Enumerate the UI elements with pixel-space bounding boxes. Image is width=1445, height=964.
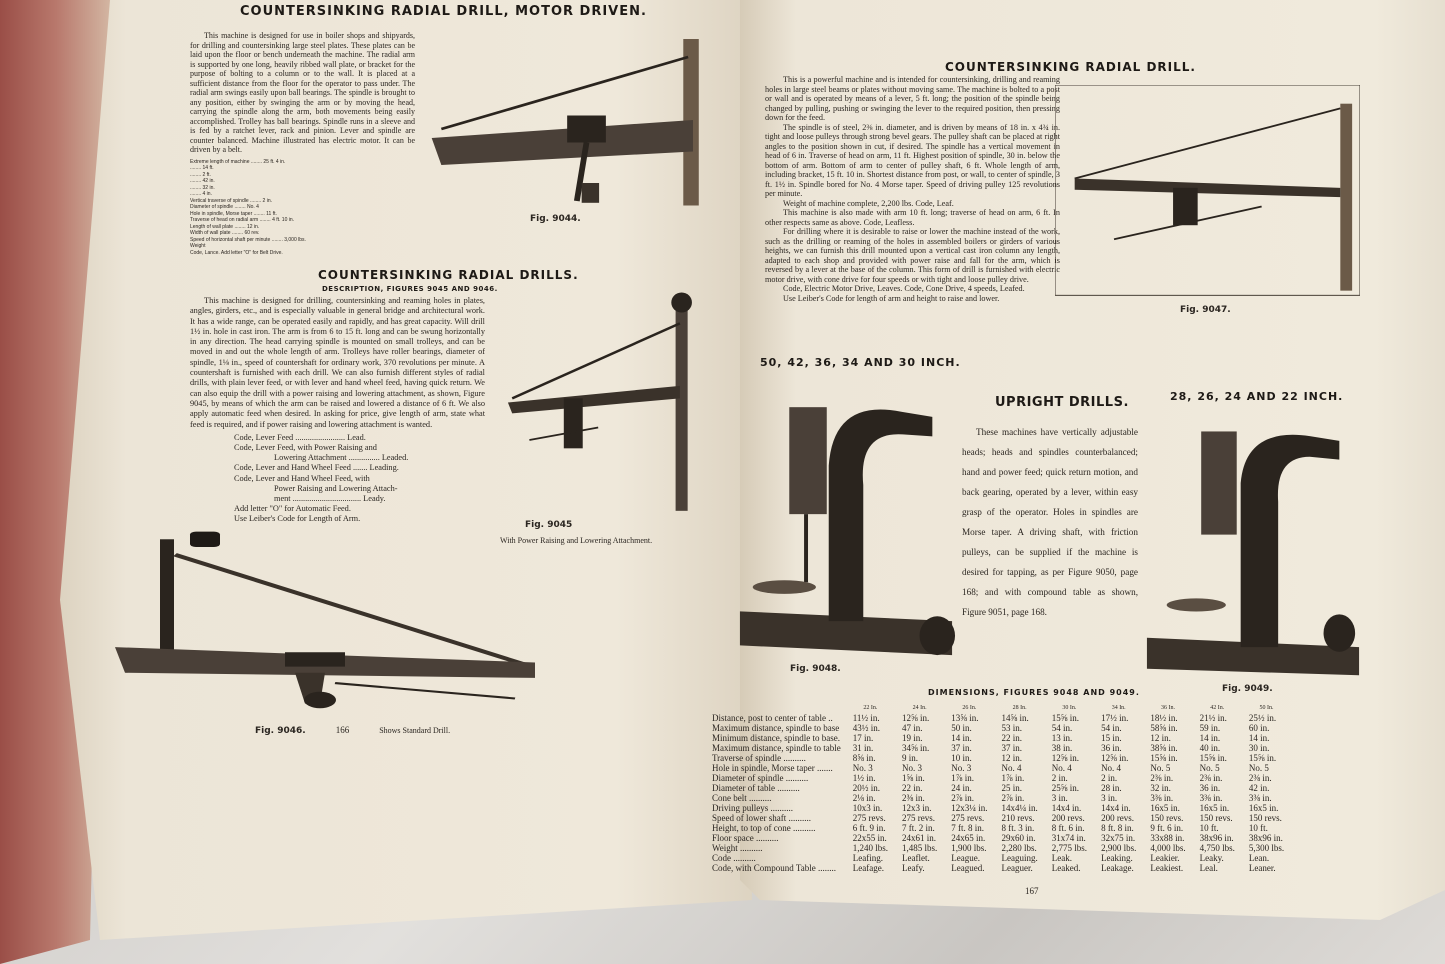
table-cell: 1⅝ in. <box>902 773 925 783</box>
table-cell: 6 ft. 9 in. <box>852 823 886 833</box>
row-label: Diameter of table .......... <box>712 783 800 793</box>
table-cell: 60 in. <box>1248 723 1270 733</box>
table-cell: 15⅝ in. <box>1150 753 1178 763</box>
table-cell: 14 in. <box>951 733 972 743</box>
table-row <box>712 823 1298 833</box>
table-cell: No. 4 <box>1001 763 1022 773</box>
column-header: 26 In. <box>962 705 977 711</box>
table-cell: 32x75 in. <box>1101 833 1136 843</box>
paragraph-3: Weight of machine complete, 2,200 lbs. Code, Leaf. <box>783 198 954 208</box>
spec-line: ........ 32 in. <box>190 184 215 191</box>
code-line: Code, Lever and Hand Wheel Feed, with <box>234 473 370 483</box>
column-header: 34 In. <box>1111 705 1126 711</box>
page-number-167: 167 <box>1025 886 1039 896</box>
table-cell: 14 in. <box>1199 733 1221 743</box>
table-cell: 12⅝ in. <box>1051 753 1080 763</box>
column-header: 42 In. <box>1210 705 1225 711</box>
row-label: Weight .......... <box>712 843 763 853</box>
table-row <box>712 783 1298 793</box>
row-label: Maximum distance, spindle to base <box>712 723 840 733</box>
table-cell: Leaner. <box>1248 863 1276 873</box>
table-cell: 21½ in. <box>1199 713 1227 723</box>
code-line: Code, Lever Feed, with Power Raising and <box>234 443 377 453</box>
table-cell: 3 in. <box>1101 793 1118 803</box>
table-cell: 25 in. <box>1001 783 1023 793</box>
table-cell: 12⅝ in. <box>902 713 930 723</box>
upright-description: These machines have vertically adjustable heads; heads and spindles counterbalanced; hand and power feed; quick return motion, and back gearing, operated by a lever, within easy grasp of the operator. Holes in spindles are Morse taper. A driving shaft, with friction pulleys, can be supplied if the machine is desired for tapping, as per Figure 9050, page 168; and with compound table as shown, Figure 9051, page 168. <box>962 427 1138 617</box>
header-spacer <box>712 703 853 713</box>
title-motor-driven: COUNTERSINKING RADIAL DRILL, MOTOR DRIVEN. <box>240 4 647 19</box>
spec-line: ........ 4 in. <box>190 191 212 197</box>
table-cell: 22 in. <box>1001 733 1023 743</box>
code-line: Add letter "O" for Automatic Feed. <box>234 504 351 514</box>
row-label: Cone belt .......... <box>712 793 772 803</box>
table-cell: 30 in. <box>1248 743 1270 753</box>
table-cell: 4,000 lbs. <box>1150 843 1186 853</box>
paragraph-4: This machine is also made with arm 10 ft. long; traverse of head on arm, 6 ft. In other respects same as above. Code, Leafless. <box>765 208 1060 227</box>
table-cell: 7 ft. 8 in. <box>951 823 985 833</box>
table-row <box>712 793 1298 803</box>
table-cell: 150 revs. <box>1150 813 1184 823</box>
table-cell: Leak. <box>1051 853 1073 863</box>
table-cell: 36 in. <box>1199 783 1221 793</box>
code-line: Code, Lever Feed ........................ Lead. <box>234 432 366 442</box>
table-cell: No. 4 <box>1051 763 1072 773</box>
table-cell: 2 in. <box>1051 773 1068 783</box>
table-row <box>712 733 1298 743</box>
table-cell: 200 revs. <box>1101 813 1135 823</box>
spec-line: Extreme length of machine ........ 25 ft. 4 in. <box>190 158 286 165</box>
table-cell: 3⅜ in. <box>1248 793 1272 803</box>
fig-9048-label: Fig. 9048. <box>790 664 841 674</box>
table-row <box>712 743 1298 753</box>
table-cell: 17 in. <box>852 733 874 743</box>
table-cell: 5,300 lbs. <box>1248 843 1285 853</box>
table-cell: 24 in. <box>951 783 972 793</box>
row-label: Maximum distance, spindle to table <box>712 743 841 753</box>
spec-line: Traverse of head on radial arm ........ 4 ft. 10 in. <box>190 217 295 223</box>
table-cell: 24x65 in. <box>951 833 986 843</box>
table-cell: 38x96 in. <box>1199 833 1234 843</box>
table-cell: 33x88 in. <box>1150 833 1185 843</box>
table-cell: 28 in. <box>1101 783 1122 793</box>
spec-line: Code, Lance. Add letter "O" for Belt Drive. <box>190 249 283 256</box>
order-codes <box>234 433 490 525</box>
table-cell: Leagued. <box>951 863 985 873</box>
table-cell: 14 in. <box>1248 733 1270 743</box>
fig-9045-caption: With Power Raising and Lowering Attachment. <box>500 536 653 545</box>
spec-line: Vertical traverse of spindle ........ 2 in. <box>190 197 272 204</box>
table-cell: Leafy. <box>902 863 925 873</box>
table-cell: Leakage. <box>1101 863 1134 873</box>
table-cell: 2⅞ in. <box>951 793 975 803</box>
table-cell: 40 in. <box>1199 743 1221 753</box>
table-cell: 1,485 lbs. <box>902 843 938 853</box>
fig-9049-illustration <box>1142 408 1364 680</box>
table-row <box>712 713 1298 723</box>
table-cell: 3 in. <box>1051 793 1068 803</box>
spec-line: Speed of horizontal shaft per minute ........ 3,000 lbs. <box>190 236 306 243</box>
table-cell: 15⅝ in. <box>1199 753 1227 763</box>
fig-9048-illustration <box>735 378 957 660</box>
fig-9045-illustration <box>495 290 710 515</box>
code-line: Use Leiber's Code for Length of Arm. <box>234 514 361 524</box>
table-row <box>712 833 1298 843</box>
table-cell: 14x4¼ in. <box>1001 803 1038 813</box>
column-header: 50 In. <box>1259 705 1274 711</box>
table-cell: 37 in. <box>1001 743 1023 753</box>
table-cell: 32 in. <box>1150 783 1171 793</box>
table-cell: 13 in. <box>1051 733 1073 743</box>
code-line: ment ................................. Leady. <box>274 494 386 504</box>
spec-line: Weight <box>190 243 206 249</box>
row-label: Hole in spindle, Morse taper ....... <box>712 763 833 773</box>
sizes-right-heading: 28, 26, 24 AND 22 INCH. <box>1170 390 1344 403</box>
table-cell: No. 3 <box>852 763 873 773</box>
table-cell: Leakier. <box>1150 853 1180 863</box>
row-label: Distance, post to center of table .. <box>712 713 833 723</box>
table-cell: 16x5 in. <box>1150 803 1180 813</box>
table-row <box>712 753 1298 763</box>
column-header: 30 In. <box>1062 705 1077 711</box>
table-cell: 25½ in. <box>1248 713 1277 723</box>
table-cell: No. 3 <box>902 763 922 773</box>
table-cell: No. 5 <box>1150 763 1171 773</box>
table-cell: 2,280 lbs. <box>1001 843 1037 853</box>
table-cell: 10x3 in. <box>852 803 883 813</box>
table-cell: 36 in. <box>1101 743 1122 753</box>
table-cell: 13⅝ in. <box>951 713 979 723</box>
table-cell: 1½ in. <box>852 773 876 783</box>
table-cell: 15⅝ in. <box>1248 753 1277 763</box>
table-cell: 11½ in. <box>852 713 880 723</box>
table-cell: 8 ft. 6 in. <box>1051 823 1085 833</box>
table-cell: 275 revs. <box>951 813 985 823</box>
column-header: 24 In. <box>912 705 927 711</box>
code-line: Code, Lever and Hand Wheel Feed ....... Leading. <box>234 463 399 473</box>
table-cell: 12x3 in. <box>902 803 932 813</box>
table-cell: 7 ft. 2 in. <box>902 823 935 833</box>
table-cell: 38 in. <box>1051 743 1073 753</box>
upright-drills-title: UPRIGHT DRILLS. <box>995 395 1129 410</box>
table-cell: 150 revs. <box>1199 813 1233 823</box>
spec-line: Length of wall plate ........ 12 in. <box>190 223 260 230</box>
table-row <box>712 863 1298 873</box>
table-cell: 18½ in. <box>1150 713 1178 723</box>
header-row <box>712 703 1298 713</box>
fig-9045-label: Fig. 9045 <box>525 520 573 530</box>
table-cell: 59 in. <box>1199 723 1221 733</box>
table-cell: Leaguer. <box>1001 863 1033 873</box>
table-cell: 53 in. <box>1001 723 1023 733</box>
table-cell: Leakiest. <box>1150 863 1184 873</box>
fig-9049-label: Fig. 9049. <box>1222 684 1273 694</box>
table-cell: Leaguing. <box>1001 853 1038 863</box>
table-cell: 31 in. <box>852 743 874 753</box>
table-cell: 1,900 lbs. <box>951 843 987 853</box>
row-label: Code .......... <box>712 853 756 863</box>
code-line: Lowering Attachment ............... Leaded. <box>274 453 409 463</box>
table-cell: 38⅝ in. <box>1150 743 1178 753</box>
table-cell: Lean. <box>1248 853 1270 863</box>
table-cell: 16x5 in. <box>1199 803 1230 813</box>
spec-line: Hole in spindle, Morse taper ........ 11 ft. <box>190 210 277 217</box>
table-row <box>712 843 1298 853</box>
table-row <box>712 773 1298 783</box>
table-cell: 2⅜ in. <box>1150 773 1174 783</box>
table-cell: Leafage. <box>852 863 884 873</box>
title-right: COUNTERSINKING RADIAL DRILL. <box>945 60 1196 74</box>
fig-9046-footer <box>255 725 490 736</box>
table-cell: 1,240 lbs. <box>852 843 888 853</box>
table-cell: 8⅝ in. <box>852 753 876 763</box>
table-cell: No. 4 <box>1101 763 1122 773</box>
column-header: 36 In. <box>1160 705 1175 711</box>
table-cell: 12 in. <box>1150 733 1171 743</box>
table-cell: 9 in. <box>902 753 919 763</box>
spec-line: ........ 42 in. <box>190 178 215 184</box>
table-cell: 2⅜ in. <box>902 793 925 803</box>
table-cell: 15 in. <box>1101 733 1122 743</box>
row-label: Height, to top of cone .......... <box>712 823 816 833</box>
table-cell: 19 in. <box>902 733 923 743</box>
table-row <box>712 853 1298 863</box>
table-cell: 14x4 in. <box>1051 803 1082 813</box>
column-header: 28 In. <box>1012 705 1027 711</box>
row-label: Code, with Compound Table ........ <box>712 863 836 873</box>
table-cell: 24x61 in. <box>902 833 937 843</box>
table-cell: 10 in. <box>951 753 972 763</box>
table-cell: 38x96 in. <box>1248 833 1283 843</box>
paragraph-1: This is a powerful machine and is intended for countersinking, drilling and reaming holes in large steel beams or plates without moving same. The machine is bolted to a post or wall and is operated by means of a lever, 5 ft. long; the position of the spindle being changed by pulling, pushing or swinging the lever to the required position, then pressing down for the feed. <box>765 75 1060 122</box>
row-label: Traverse of spindle .......... <box>712 753 806 763</box>
table-cell: 210 revs. <box>1001 813 1035 823</box>
table-cell: 2,775 lbs. <box>1051 843 1088 853</box>
table-row <box>712 803 1298 813</box>
paragraph-6: Code, Electric Motor Drive, Leaves. Code, Cone Drive, 4 speeds, Leafed. <box>783 284 1025 293</box>
table-cell: 2⅞ in. <box>1001 793 1025 803</box>
table-cell: 17½ in. <box>1101 713 1129 723</box>
row-label: Minimum distance, spindle to base. <box>712 733 840 743</box>
table-cell: 275 revs. <box>902 813 935 823</box>
table-cell: 2 in. <box>1101 773 1118 783</box>
table-row <box>712 763 1298 773</box>
table-cell: 58⅝ in. <box>1150 723 1178 733</box>
table-cell: Leaflet. <box>902 853 930 863</box>
table-cell: 37 in. <box>951 743 972 753</box>
row-label: Speed of lower shaft .......... <box>712 813 811 823</box>
table-cell: 12x3¼ in. <box>951 803 988 813</box>
table-cell: 12⅝ in. <box>1101 753 1129 763</box>
spec-line: ........ 14 ft. <box>190 165 214 171</box>
table-cell: 200 revs. <box>1051 813 1085 823</box>
drills-description: This machine is designed for drilling, countersinking and reaming holes in plates, angles, girders, etc., and is especially valuable in general bridge and architectural work. It has a wide range, can be operated easily and rapidly, and has great capacity. Will drill 1½ in. hole in cast iron. The arm is from 6 to 15 ft. long and can be swung horizontally in any direction. The head carrying spindle is mounted on small trolleys, and can be moved in and out the whole length of arm. Trolleys have roller bearings, diameter of spindle, 1⅛ in., speed of countershaft for ordinary work, 370 revolutions per minute. A countershaft is furnished with each drill. We can also furnish different styles of radial drills, with plain lever feed, or with lever and hand wheel feed, having quick return. We can also equip the drill with a power raising and lowering attachment, as shown, Figure 9045, by means of which the arm can be raised and lowered a distance of 6 ft. We also apply automatic feed when desired. In asking for price, give length of arm, state what feed is required, and if power raising and lowering attachment is wanted. <box>190 296 485 429</box>
fig-9046-label: Fig. 9046. <box>255 725 306 736</box>
fig-9044-label: Fig. 9044. <box>530 214 581 224</box>
fig-9047-illustration <box>1055 85 1360 300</box>
table-cell: 8 ft. 3 in. <box>1001 823 1035 833</box>
fig-9046-caption: Shows Standard Drill. <box>379 725 451 735</box>
table-cell: Leaky. <box>1199 853 1224 863</box>
table-cell: 22x55 in. <box>852 833 887 843</box>
subtitle-description: DESCRIPTION, FIGURES 9045 AND 9046. <box>322 285 498 293</box>
spec-line: Diameter of spindle ........ No. 4 <box>190 204 259 210</box>
dimensions-table-wrap <box>712 703 1298 873</box>
table-cell: League. <box>951 853 980 863</box>
table-cell: 42 in. <box>1248 783 1270 793</box>
table-cell: 16x5 in. <box>1248 803 1279 813</box>
paragraph-5: For drilling where it is desirable to raise or lower the machine instead of the work, such as the drilling or reaming of the holes in assembled boilers or girders of various heights, we can furnish this drill mounted upon a vertical cast iron column any length, adapted to each shop and provided with power raise and fall for the arm, which is reversed by a lever at the base of the column. This form of drill is furnished with electric motor drive, with cone drive for four speeds or with tight and loose pulley drive. <box>765 227 1060 284</box>
spec-line: ........ 2 ft. <box>190 171 211 178</box>
table-cell: Leafing. <box>852 853 883 863</box>
dimensions-table <box>712 703 1298 873</box>
table-cell: 31x74 in. <box>1051 833 1086 843</box>
row-label: Driving pulleys .......... <box>712 803 793 813</box>
table-cell: Leaking. <box>1101 853 1133 863</box>
table-cell: 47 in. <box>902 723 923 733</box>
table-cell: 54 in. <box>1101 723 1122 733</box>
table-cell: 3⅜ in. <box>1199 793 1223 803</box>
table-cell: 150 revs. <box>1248 813 1282 823</box>
motor-specs-list <box>190 159 412 257</box>
row-label: Diameter of spindle .......... <box>712 773 809 783</box>
dimensions-title: DIMENSIONS, FIGURES 9048 AND 9049. <box>928 688 1140 697</box>
fig-9046-illustration <box>95 529 535 719</box>
table-cell: 43½ in. <box>852 723 880 733</box>
table-cell: 10 ft. <box>1199 823 1219 833</box>
fig-9047-label: Fig. 9047. <box>1180 305 1231 315</box>
table-cell: Leaked. <box>1051 863 1081 873</box>
table-cell: 3⅜ in. <box>1150 793 1174 803</box>
table-cell: 10 ft. <box>1248 823 1268 833</box>
table-cell: 1⅞ in. <box>1001 773 1025 783</box>
table-cell: Leal. <box>1199 863 1218 873</box>
spec-line: Width of wall plate ........ 60 rev. <box>190 230 260 236</box>
table-cell: 275 revs. <box>852 813 886 823</box>
table-cell: 4,750 lbs. <box>1199 843 1235 853</box>
table-cell: 2⅜ in. <box>1199 773 1223 783</box>
table-cell: 14⅝ in. <box>1001 713 1029 723</box>
table-cell: 9 ft. 6 in. <box>1150 823 1184 833</box>
table-cell: 2,900 lbs. <box>1101 843 1137 853</box>
table-row <box>712 813 1298 823</box>
table-cell: 29x60 in. <box>1001 833 1036 843</box>
table-cell: 1⅞ in. <box>951 773 975 783</box>
table-cell: 50 in. <box>951 723 972 733</box>
table-cell: 25⅝ in. <box>1051 783 1080 793</box>
table-cell: 2⅛ in. <box>852 793 876 803</box>
paragraph-7: Use Leiber's Code for length of arm and height to raise and lower. <box>783 293 1000 303</box>
table-cell: No. 3 <box>951 763 972 773</box>
column-header: 22 In. <box>863 705 878 711</box>
paragraph-2: The spindle is of steel, 2⅜ in. diameter, and is driven by means of 18 in. x 4¾ in. tight and loose pulleys through strong bevel gears. The pulley shaft can be placed at right angles to the position shown in cut, if desired. The spindle has a vertical movement in head of 6 in. Traverse of head on arm, 11 ft. Highest position of spindle, 30 in. below the bottom of arm. Bottom of arm to center of pulley shaft, 6 ft. Whole length of arm, including bracket, 15 ft. 10 in. Shortest distance from post, or wall, to center of spindle, 3 ft. 1½ in. Spindle bored for No. 4 Morse taper. Speed of driving pulley 125 revolutions per minute. <box>765 122 1060 198</box>
table-cell: 12 in. <box>1001 753 1023 763</box>
row-label: Floor space .......... <box>712 833 779 843</box>
table-cell: 20½ in. <box>852 783 880 793</box>
table-cell: 2⅜ in. <box>1248 773 1272 783</box>
sizes-left-heading: 50, 42, 36, 34 AND 30 INCH. <box>760 356 961 369</box>
table-cell: 54 in. <box>1051 723 1073 733</box>
page-number-166: 166 <box>335 724 350 735</box>
table-cell: 34⅝ in. <box>902 743 930 753</box>
motor-description: This machine is designed for use in boiler shops and shipyards, for drilling and countersinking large steel plates. These plates can be laid upon the floor or bench underneath the machine. The radial arm is supported by one long, heavily ribbed wall plate, or bracket for the purpose of bolting to a column or to the wall. It is placed at a sufficient distance from the floor for the operator to pass under. The radial arm swings easily upon ball bearings. The spindle is brought to any position, either by swinging the arm or by moving the head, carrying the spindle along the arm, both movements being easily accomplished. Trolley has ball bearings. Spindle runs in a sleeve and is fed by a ratchet lever, rack and pinion. Lever and spindle are counter balanced. Machine illustrated has electric motor. It can be driven by a belt. <box>190 31 415 154</box>
table-row <box>712 723 1298 733</box>
table-cell: 15⅝ in. <box>1051 713 1080 723</box>
table-cell: 14x4 in. <box>1101 803 1131 813</box>
table-cell: 8 ft. 8 in. <box>1101 823 1134 833</box>
code-line: Power Raising and Lowering Attach- <box>274 483 398 493</box>
table-cell: No. 5 <box>1248 763 1269 773</box>
title-radial-drills: COUNTERSINKING RADIAL DRILLS. <box>318 268 579 282</box>
table-cell: No. 5 <box>1199 763 1220 773</box>
table-cell: 22 in. <box>902 783 923 793</box>
